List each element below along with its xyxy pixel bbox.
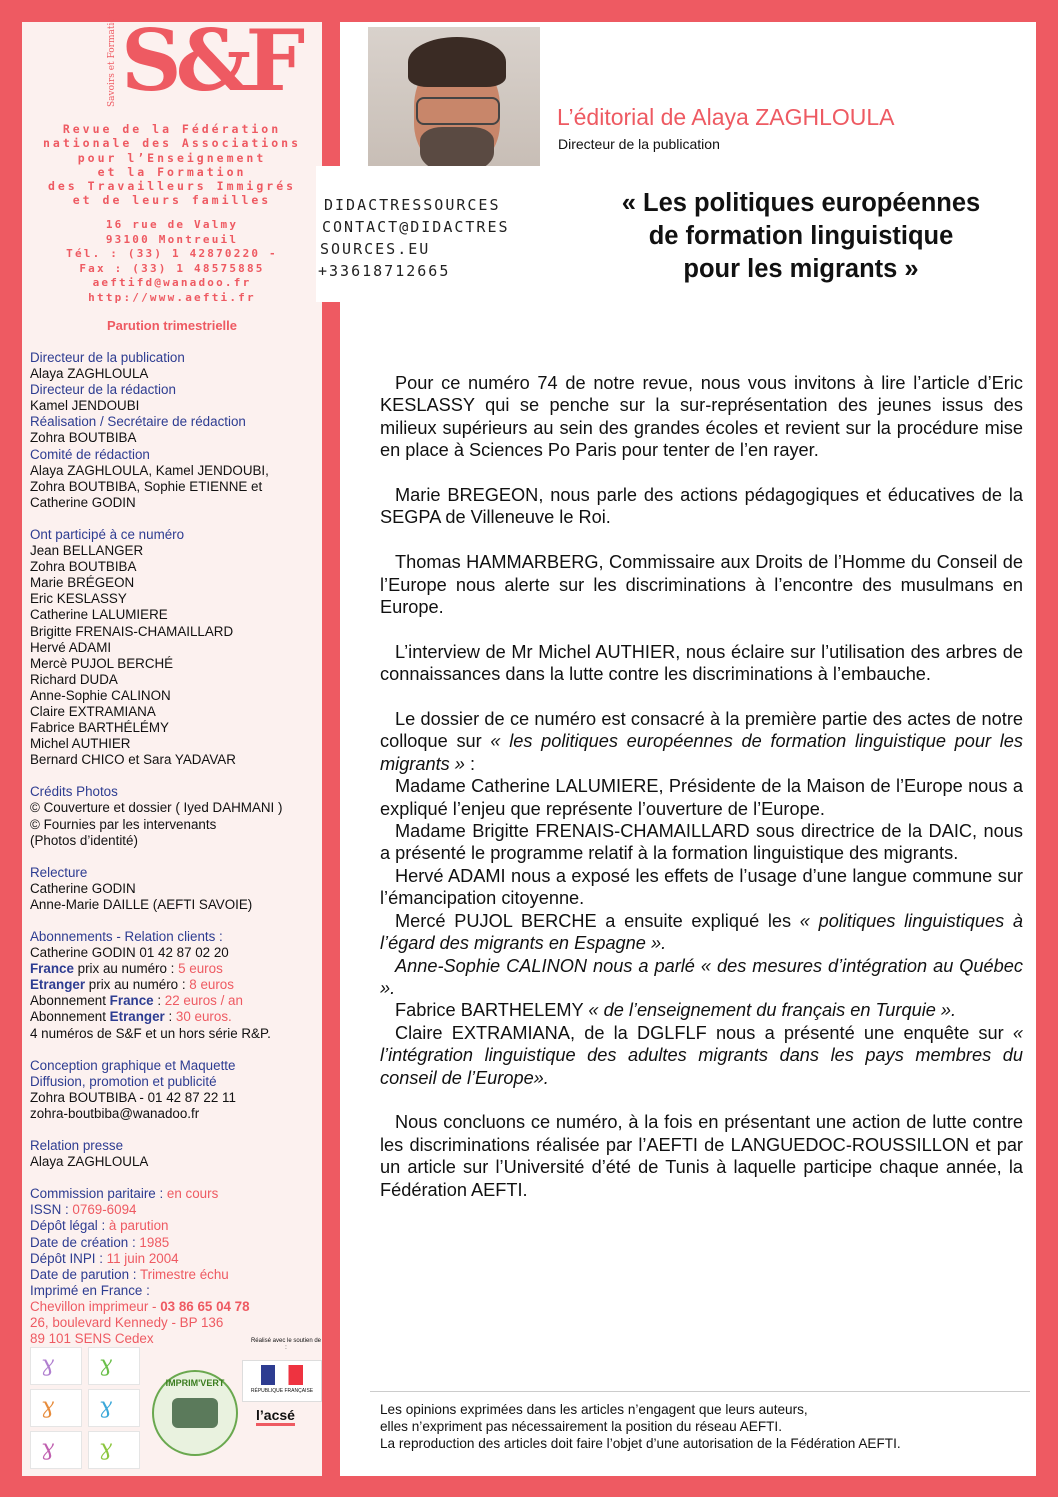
flag-icon [261, 1365, 303, 1385]
logo-text: S&F [121, 11, 300, 110]
imprim-vert-text: IMPRIM'VERT [165, 1378, 225, 1388]
credit-name: Eric KESLASSY [30, 591, 127, 607]
stamp-line: +33618712665 [318, 262, 451, 280]
revue-line: et de leurs familles [72, 193, 272, 208]
network-logo [30, 1389, 82, 1427]
text: Abonnement [30, 993, 110, 1009]
butterfly-icon: ɣ [99, 1436, 113, 1461]
text: Fabrice BARTHELEMY [395, 1000, 589, 1021]
butterfly-icon: ɣ [99, 1394, 113, 1419]
credit-name: Zohra BOUTBIBA, Sophie ETIENNE et [30, 478, 263, 494]
imprim-vert-logo [152, 1370, 238, 1456]
parution-label: Parution trimestrielle [106, 318, 238, 333]
credit-name: Catherine GODIN [30, 880, 136, 896]
label: Etranger [30, 977, 86, 993]
disclaimer-line: elles n’expriment pas nécessairement la position du réseau AEFTI. [380, 1419, 782, 1434]
credit-name: Richard DUDA [30, 671, 118, 687]
network-logo [88, 1347, 140, 1385]
spacer [380, 462, 1023, 484]
butterfly-icon: ɣ [41, 1436, 55, 1461]
website-link[interactable]: http://www.aefti.fr [88, 290, 256, 304]
paragraph: Thomas HAMMARBERG, Commissaire aux Droits de l’Homme du Conseil de l’Europe nous alerte sur les discriminations à l’encontre des musulmans en Europe. [380, 552, 1023, 618]
italic-text: « de l’enseignement du français en Turquie ». [588, 1000, 957, 1021]
phone-line: Tél. : (33) 1 42870220 - [66, 247, 278, 260]
credit-list [30, 350, 320, 961]
conception-name: Zohra BOUTBIBA - 01 42 87 22 11 [30, 1089, 236, 1105]
butterfly-icon: ɣ [99, 1352, 113, 1377]
value: 1985 [139, 1234, 170, 1250]
credit-name: © Fournies par les intervenants [30, 816, 217, 832]
glasses-shape [416, 97, 500, 125]
credit-name: Catherine GODIN [30, 494, 136, 510]
credit-name: Catherine LALUMIERE [30, 607, 168, 623]
value: 0769-6094 [72, 1202, 137, 1218]
fax-line: Fax : (33) 1 48575885 [79, 261, 265, 275]
credit-name: Brigitte FRENAIS-CHAMAILLARD [30, 623, 234, 639]
imprim-vert-image [172, 1398, 218, 1428]
label: France [109, 993, 154, 1009]
editorial-title: L’éditorial de Alaya ZAGHLOULA [557, 104, 895, 130]
disclaimer-footer [380, 1401, 1020, 1452]
butterfly-icon: ɣ [41, 1394, 55, 1419]
editorial-body [380, 372, 1023, 1201]
stamp-line: CONTACT@DIDACTRES [322, 218, 510, 236]
printer-phone: 03 86 65 04 78 [160, 1298, 250, 1314]
revue-description [22, 122, 322, 208]
paragraph: Madame Brigitte FRENAIS-CHAMAILLARD sous directrice de la DAIC, nous a présenté le programme relatif à la formation linguistique des migrants. [380, 821, 1023, 864]
value: 8 euros [189, 977, 234, 993]
italic-text: Anne-Sophie CALINON nous a parlé « des mesures d’intégration au Québec ». [380, 955, 1023, 998]
text: Claire EXTRAMIANA, de la DGLFLF nous a présenté une enquête sur [395, 1022, 1013, 1043]
spacer [30, 1170, 320, 1186]
paragraph: Nous concluons ce numéro, à la fois en présentant une action de lutte contre les discriminations réalisée par l’AEFTI de LANGUEDOC-ROUSSILLON et par un article sur l’Université d’été de Tunis à laquelle participe chaque année, la Fédération AEFTI. [380, 1112, 1023, 1200]
text: Chevillon imprimeur - [30, 1298, 161, 1314]
printer-address: 26, boulevard Kennedy - BP 136 [30, 1314, 224, 1330]
rf-text: RÉPUBLIQUE FRANÇAISE [250, 1388, 314, 1394]
credit-heading: Directeur de la rédaction [30, 382, 176, 398]
credit-heading: Comité de rédaction [30, 446, 150, 462]
credit-heading: Crédits Photos [30, 784, 118, 800]
inpi-line [30, 1251, 320, 1267]
spacer [30, 511, 320, 527]
spacer [30, 1122, 320, 1138]
credit-name: Zohra BOUTBIBA [30, 430, 137, 446]
paragraph: Hervé ADAMI nous a exposé les effets de l’usage d’une langue commune sur l’émancipation citoyenne. [380, 865, 1023, 909]
imprime-line: Imprimé en France : [30, 1282, 150, 1298]
paragraph [380, 910, 1023, 955]
credit-name: Mercè PUJOL BERCHÉ [30, 655, 174, 671]
hair-shape [408, 37, 506, 87]
acse-text: l’acsé [256, 1407, 295, 1426]
credit-name: Marie BRÉGEON [30, 575, 135, 591]
stamp-line: SOURCES.EU [320, 240, 431, 258]
didact-stamp [316, 166, 586, 302]
spacer [30, 913, 320, 929]
text: Le dossier de ce numéro est consacré à la première partie des actes de notre colloque sur [380, 709, 1023, 752]
credits-block [30, 350, 320, 1347]
spacer [380, 686, 1023, 708]
headline [588, 187, 1014, 286]
support-label: Réalisé avec le soutien de : [250, 1338, 322, 1351]
text: : [464, 753, 476, 774]
commission-line [30, 1186, 320, 1202]
presse-name: Alaya ZAGHLOULA [30, 1154, 149, 1170]
stamp-line: DIDACTRESSOURCES [324, 196, 501, 214]
credit-heading: Réalisation / Secrétaire de rédaction [30, 414, 246, 430]
revue-line: pour l’Enseignement [77, 150, 267, 165]
label: Dépôt INPI : [30, 1250, 107, 1266]
spacer [380, 1089, 1023, 1111]
spacer [380, 529, 1023, 551]
credit-name: Zohra BOUTBIBA [30, 559, 137, 575]
creation-line [30, 1235, 320, 1251]
label: France [30, 961, 74, 977]
network-logo [88, 1431, 140, 1469]
credit-name: Claire EXTRAMIANA [30, 703, 156, 719]
italic-text: « politiques linguistiques à l’égard des migrants en Espagne ». [380, 910, 1024, 954]
network-logos [30, 1345, 140, 1471]
headline-line: « Les politiques européennes [621, 189, 981, 217]
credit-name: Anne-Sophie CALINON [30, 687, 171, 703]
revue-line: Revue de la Fédération [62, 122, 282, 136]
network-logo [30, 1431, 82, 1469]
butterfly-icon: ɣ [41, 1352, 55, 1377]
printer-line [30, 1299, 320, 1315]
headline-line: pour les migrants » [683, 255, 919, 283]
issn-line [30, 1202, 320, 1218]
revue-line: des Travailleurs Immigrés [47, 179, 297, 194]
parution-date-line [30, 1267, 320, 1283]
spacer [380, 618, 1023, 640]
sf-logo [107, 11, 300, 117]
credit-heading: Ont participé à ce numéro [30, 526, 185, 542]
acse-tagline [256, 1428, 312, 1434]
author-photo [368, 27, 540, 173]
republique-francaise-logo [242, 1360, 322, 1402]
spacer [30, 849, 320, 865]
paragraph [380, 999, 1023, 1021]
abonnement-france-line [30, 993, 320, 1009]
printer-city: 89 101 SENS Cedex [30, 1331, 154, 1347]
label: Date de parution : [30, 1266, 140, 1282]
conception-email[interactable]: zohra-boutbiba@wanadoo.fr [30, 1105, 200, 1121]
paragraph: Madame Catherine LALUMIERE, Présidente de la Maison de l’Europe nous a expliqué l’enjeu que représente l’ouverture de l’Europe. [380, 776, 1023, 819]
address-line: 16 rue de Valmy [105, 218, 239, 231]
value: 5 euros [178, 961, 223, 977]
label: Date de création : [30, 1234, 140, 1250]
network-logo [30, 1347, 82, 1385]
credit-name: Bernard CHICO et Sara YADAVAR [30, 752, 236, 768]
credit-name: © Couverture et dossier ( Iyed DAHMANI ) [30, 800, 283, 816]
value: 11 juin 2004 [106, 1250, 179, 1266]
credit-heading: Directeur de la publication [30, 350, 185, 365]
abonnement-note: 4 numéros de S&F et un hors série R&P. [30, 1025, 271, 1041]
credit-name: Anne-Marie DAILLE (AEFTI SAVOIE) [30, 896, 253, 912]
text: prix au numéro : [85, 977, 190, 993]
label: Commission paritaire : [30, 1186, 167, 1202]
abonnement-etranger-line [30, 1009, 320, 1025]
credit-heading: Relecture [30, 864, 88, 880]
network-logo [88, 1389, 140, 1427]
text: : [164, 1009, 176, 1025]
address-line: 93100 Montreuil [105, 232, 239, 246]
value: à parution [108, 1218, 169, 1234]
spacer [30, 768, 320, 784]
credit-name: Hervé ADAMI [30, 639, 112, 655]
credit-name: Alaya ZAGHLOULA, Kamel JENDOUBI, [30, 462, 269, 478]
value: 22 euros / an [164, 993, 243, 1009]
label: Etranger [109, 1009, 165, 1025]
text: prix au numéro : [73, 961, 179, 977]
headline-line: de formation linguistique [648, 222, 954, 250]
text: Mercé PUJOL BERCHE a ensuite expliqué les [395, 910, 800, 931]
paragraph [380, 1022, 1023, 1089]
value: 30 euros. [175, 1009, 232, 1025]
credit-name: Jean BELLANGER [30, 543, 144, 559]
credit-name: (Photos d’identité) [30, 832, 138, 848]
text: Abonnement [30, 1009, 110, 1025]
value: Trimestre échu [139, 1266, 229, 1282]
paragraph [380, 708, 1023, 775]
value: en cours [166, 1186, 219, 1202]
presse-heading: Relation presse [30, 1138, 124, 1154]
label: ISSN : [30, 1202, 73, 1218]
paragraph: L’interview de Mr Michel AUTHIER, nous éclaire sur l’utilisation des arbres de connaissances dans la lutte contre les discriminations à l’embauche. [380, 641, 1023, 685]
diffusion-heading: Diffusion, promotion et publicité [30, 1073, 217, 1089]
credit-name: Kamel JENDOUBI [30, 398, 140, 414]
footer-divider [370, 1391, 1030, 1392]
italic-text: « les politiques européennes de formation linguistique pour les migrants » [380, 731, 1024, 774]
spacer [30, 1042, 320, 1058]
credit-name: Alaya ZAGHLOULA [30, 366, 149, 382]
disclaimer-line: Les opinions exprimées dans les articles n’engagent que leurs auteurs, [380, 1402, 808, 1417]
disclaimer-line: La reproduction des articles doit faire l’objet d’une autorisation de la Fédération AEFTI. [380, 1436, 901, 1451]
revue-line: nationale des Associations [42, 136, 301, 151]
paragraph [380, 955, 1023, 1000]
paragraph: Pour ce numéro 74 de notre revue, nous vous invitons à lire l’article d’Eric KESLASSY qui se penche sur la sur-représentation des jeunes issus des milieux supérieurs au sein des grandes écoles et revient sur la procédure mise en place à Sciences Po Paris pour tenter de l’en rayer. [380, 373, 1023, 461]
credit-name: Fabrice BARTHÉLÉMY [30, 720, 169, 736]
depot-line [30, 1218, 320, 1234]
text: : [153, 993, 165, 1009]
credit-heading: Abonnements - Relation clients : [30, 929, 223, 944]
credit-name: Catherine GODIN 01 42 87 02 20 [30, 945, 229, 961]
email-link[interactable]: aeftifd@wanadoo.fr [92, 276, 252, 289]
label: Dépôt légal : [30, 1218, 109, 1234]
paragraph: Marie BREGEON, nous parle des actions pédagogiques et éducatives de la SEGPA de Villeneuve le Roi. [380, 485, 1023, 528]
acse-logo [256, 1405, 312, 1434]
conception-heading: Conception graphique et Maquette [30, 1057, 236, 1073]
revue-line: et la Formation [97, 164, 247, 179]
abo-france-line [30, 961, 320, 977]
editorial-subtitle: Directeur de la publication [558, 136, 720, 152]
credit-name: Michel AUTHIER [30, 736, 131, 752]
logo-tagline: Savoirs et Formation [107, 11, 117, 107]
italic-text: « l’intégration linguistique des adultes migrants dans les pays membres du conseil de l’Europe». [380, 1022, 1023, 1088]
abo-etranger-line [30, 977, 320, 993]
address-block [22, 218, 322, 305]
